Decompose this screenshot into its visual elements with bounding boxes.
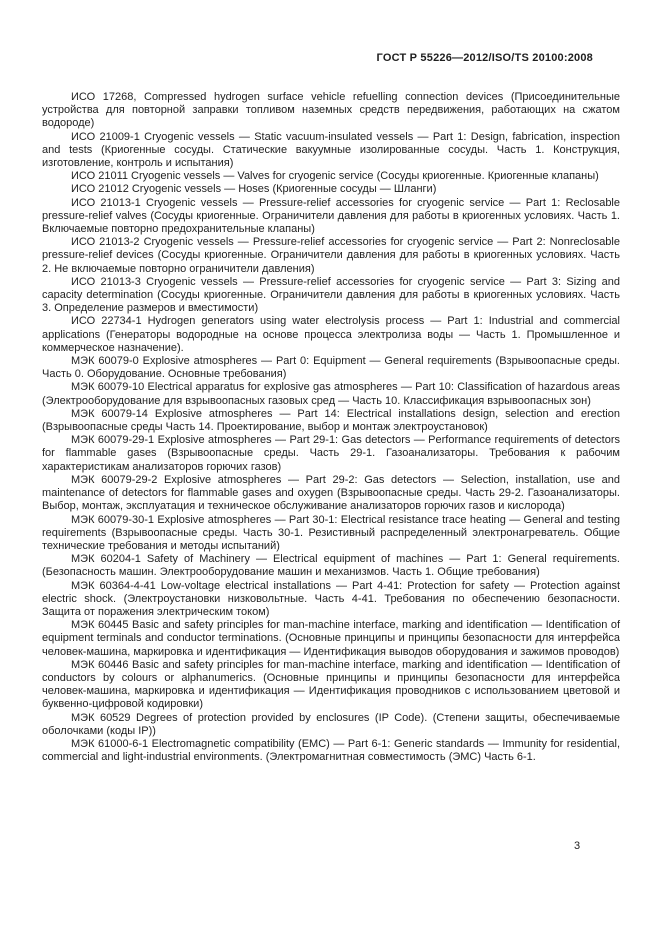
reference-entry: МЭК 60446 Basic and safety principles for man-machine interface, marking and identification — Identification of conductors by colours or alphanumerics. (Основные принципы и принципы безопасности для интерфейса человек-машина, маркировка и идентификация — Идентификация проводников с использованием цветовой и буквенно-цифровой кодировки) — [42, 658, 620, 711]
reference-entry: МЭК 61000-6-1 Electromagnetic compatibility (EMC) — Part 6-1: Generic standards — Immunity for residential, commercial and light-industrial environments. (Электромагнитная совместимость (ЭМС) Часть 6-1. — [42, 737, 620, 764]
reference-entry: ИСО 21013-2 Cryogenic vessels — Pressure-relief accessories for cryogenic service — Part 2: Nonreclosable pressure-relief devices (Сосуды криогенные. Ограничители давления для работы в криогенных условиях. Часть 2. Не включаемые повторно ограничители давления) — [42, 236, 620, 275]
reference-entry: МЭК 60079-29-2 Explosive atmospheres — Part 29-2: Gas detectors — Selection, installation, use and maintenance of detectors for flammable gases and oxygen (Взрывоопасные среды. Часть 29-2. Газоанализаторы. Выбор, монтаж, эксплуатация и техническое обслуживание анализаторов горючих газов и кислорода) — [42, 473, 620, 513]
page-number: 3 — [574, 840, 581, 852]
reference-entry: МЭК 60204-1 Safety of Machinery — Electrical equipment of machines — Part 1: General requirements. (Безопасность машин. Электрооборудование машин и механизмов. Часть 1. Общие требования) — [42, 553, 620, 579]
reference-entry: МЭК 60079-30-1 Explosive atmospheres — Part 30-1: Electrical resistance trace heating — General and testing requirements (Взрывоопасные среды. Часть 30-1. Резистивный распределенный электронагреватель. Общие технические требования и методы испытаний) — [42, 513, 620, 552]
reference-entry: МЭК 60079-14 Explosive atmospheres — Part 14: Electrical installations design, selection and erection (Взрывоопасные среды Часть 14. Проектирование, выбор и монтаж электроустановок) — [42, 407, 620, 434]
reference-entry: ИСО 22734-1 Hydrogen generators using water electrolysis process — Part 1: Industrial and commercial applications (Генераторы водородные на основе процесса электролиза воды — Часть 1. Промышленное и коммерческое назначение). — [42, 315, 620, 354]
reference-entry: МЭК 60445 Basic and safety principles for man-machine interface, marking and identification — Identification of equipment terminals and conductor terminations. (Основные принципы и принципы безопасности для интерфейса человек-машина, маркировка и идентификация — Идентификация выводов оборудования и зажимов проводов) — [42, 619, 620, 658]
reference-entry: МЭК 60529 Degrees of protection provided by enclosures (IP Code). (Степени защиты, обеспечиваемые оболочками (коды IP)) — [42, 711, 620, 737]
reference-entry: ИСО 21011 Cryogenic vessels — Valves for cryogenic service (Сосуды криогенные. Криогенные клапаны) — [71, 170, 599, 183]
reference-entry: ИСО 21009-1 Cryogenic vessels — Static vacuum-insulated vessels — Part 1: Design, fabrication, inspection and tests (Криогенные сосуды. Статические вакуумные изолированные сосуды. Часть 1. Конструкция, изготовление, контроль и испытания) — [42, 130, 620, 170]
reference-entry: МЭК 60079-0 Explosive atmospheres — Part 0: Equipment — General requirements (Взрывоопасные среды. Часть 0. Оборудование. Основные требования) — [42, 355, 620, 381]
normative-references-list — [42, 91, 620, 764]
reference-entry: ИСО 21013-1 Cryogenic vessels — Pressure-relief accessories for cryogenic service — Part 1: Reclosable pressure-relief valves (Сосуды криогенные. Ограничители давления для работы в криогенных условиях. Часть 1. Включаемые повторно предохранительные клапаны) — [42, 196, 620, 236]
reference-entry: ИСО 17268, Compressed hydrogen surface vehicle refuelling connection devices (Присоединительные устройства для повторной заправки топливом наземных средств передвижения, работающих на сжатом водороде) — [42, 91, 620, 130]
document-header-designation: ГОСТ Р 55226—2012/ISO/TS 20100:2008 — [376, 52, 593, 64]
reference-entry: МЭК 60079-29-1 Explosive atmospheres — Part 29-1: Gas detectors — Performance requirements of detectors for flammable gases (Взрывоопасные среды. Часть 29-1. Газоанализаторы. Требования к рабочим характеристикам анализаторов горючих газов) — [42, 434, 620, 473]
reference-entry: МЭК 60364-4-41 Low-voltage electrical installations — Part 4-41: Protection for safety — Protection against electric shock. (Электроустановки низковольтные. Часть 4-41. Требования по обеспечению безопасности. Защита от поражения электрическим током) — [42, 579, 620, 618]
reference-entry: ИСО 21013-3 Cryogenic vessels — Pressure-relief accessories for cryogenic service — Part 3: Sizing and capacity determination (Сосуды криогенные. Ограничители давления для работы в криогенных условиях. Часть 3. Определение размеров и вместимости) — [42, 275, 620, 315]
reference-entry: ИСО 21012 Cryogenic vessels — Hoses (Криогенные сосуды — Шланги) — [71, 183, 437, 196]
reference-entry: МЭК 60079-10 Electrical apparatus for explosive gas atmospheres — Part 10: Classification of hazardous areas (Электрооборудование для взрывоопасных газовых сред — Часть 10. Классификация взрывоопасных зон) — [42, 381, 620, 407]
